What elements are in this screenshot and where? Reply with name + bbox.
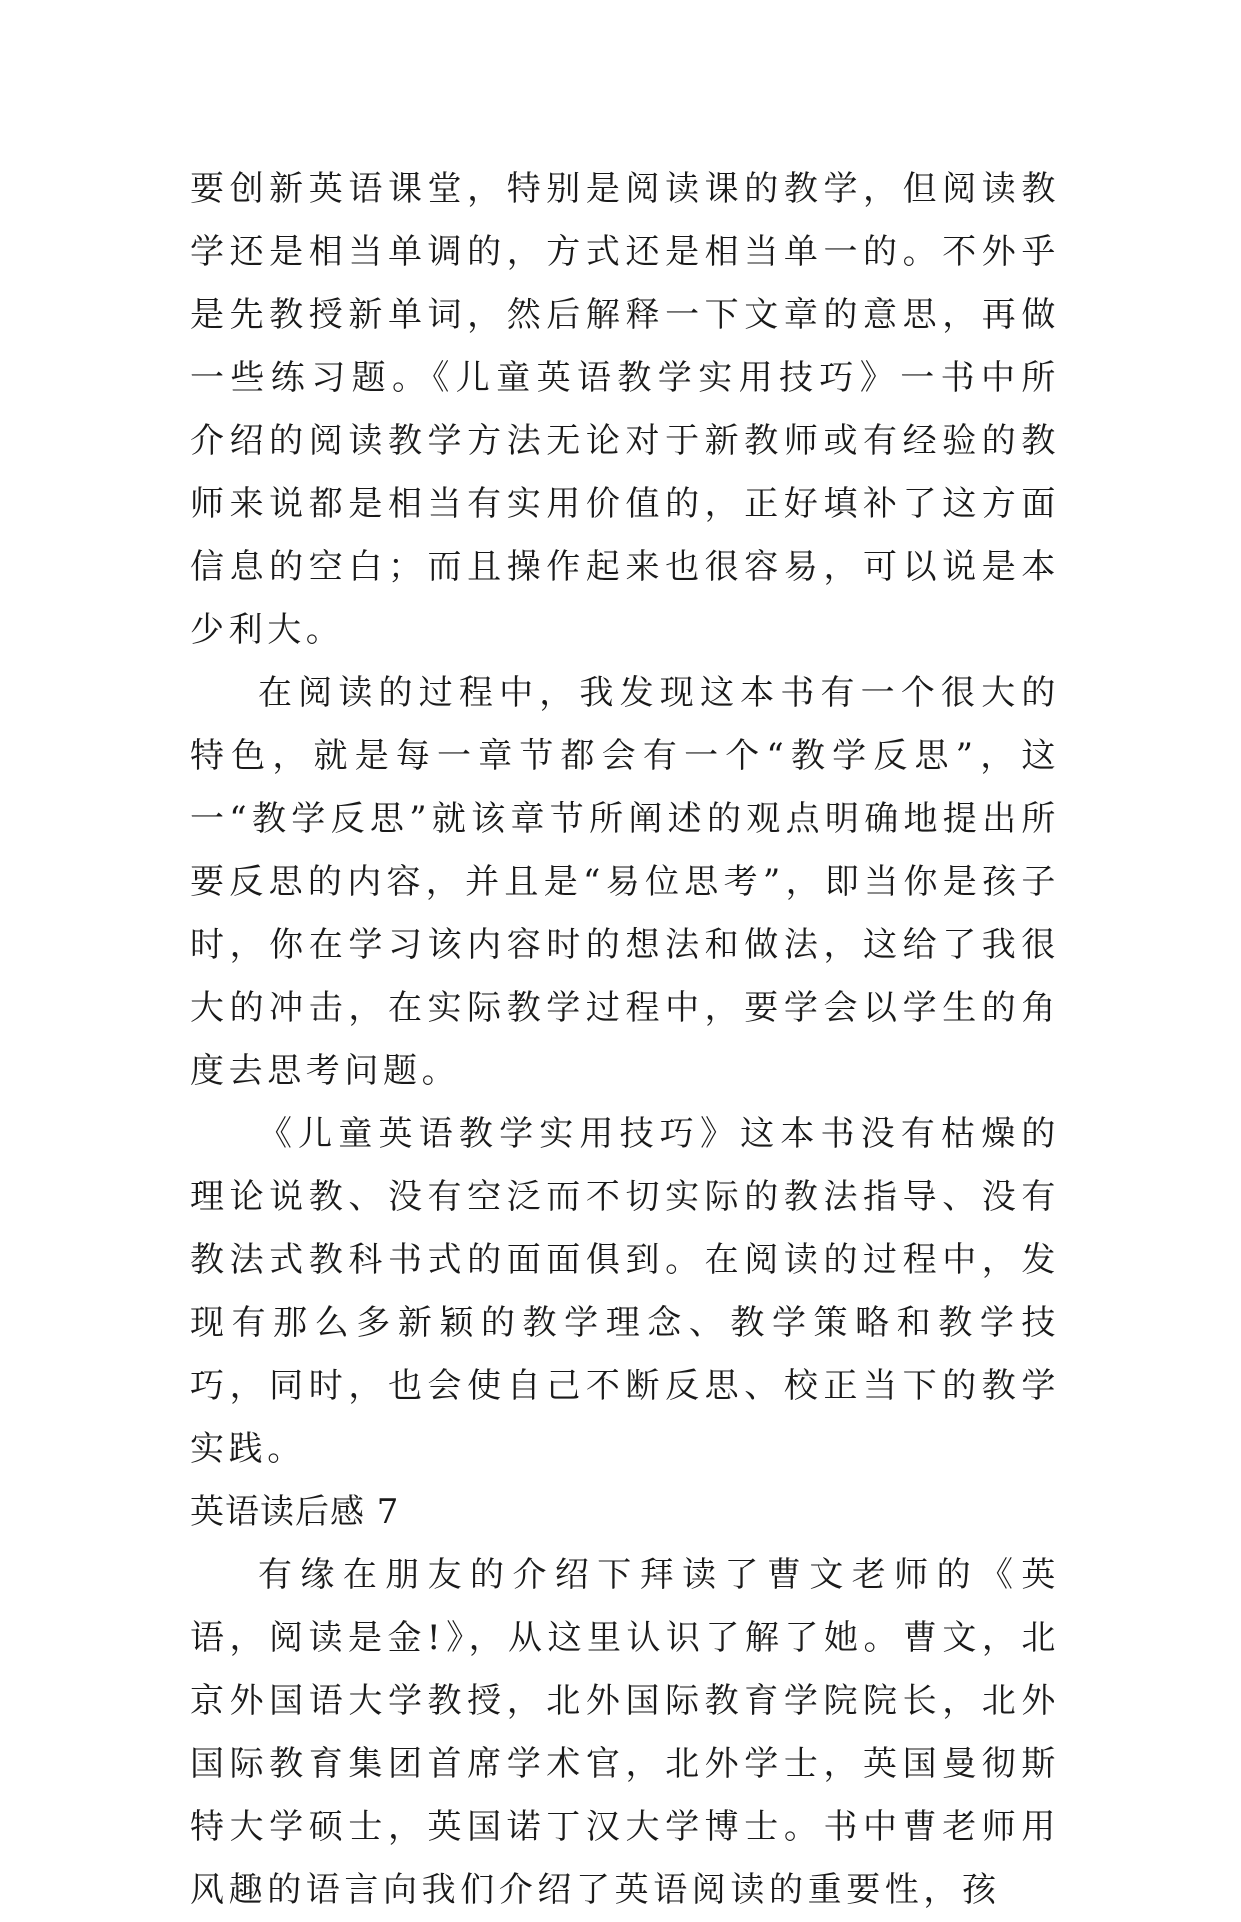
paragraph-continued: 要创新英语课堂，特别是阅读课的教学，但阅读教学还是相当单调的，方式还是相当单一的。不外乎是先教授新单词，然后解释一下文章的意思，再做一些练习题。《儿童英语教学实用技巧》一书中所介绍的阅读教学方法无论对于新教师或有经验的教师来说都是相当有实用价值的，正好填补了这方面信息的空白；而且操作起来也很容易，可以说是本少利大。 (190, 169, 1060, 650)
section-heading: 英语读后感 7 (190, 1492, 400, 1532)
paragraph-book-review: 《儿童英语教学实用技巧》这本书没有枯燥的理论说教、没有空泛而不切实际的教法指导、没有教法式教科书式的面面俱到。在阅读的过程中，发现有那么多新颖的教学理念、教学策略和教学技巧，同时，也会使自己不断反思、校正当下的教学实践。 (190, 1114, 1060, 1469)
paragraph-section-intro: 有缘在朋友的介绍下拜读了曹文老师的《英语，阅读是金!》，从这里认识了解了她。曹文，北京外国语大学教授，北外国际教育学院院长，北外国际教育集团首席学术官，北外学士，英国曼彻斯特大学硕士，英国诺丁汉大学博士。书中曹老师用风趣的语言向我们介绍了英语阅读的重要性，孩 (190, 1555, 1060, 1910)
paragraph-reflection: 在阅读的过程中，我发现这本书有一个很大的特色，就是每一章节都会有一个“教学反思”，这一“教学反思”就该章节所阐述的观点明确地提出所要反思的内容，并且是“易位思考”，即当你是孩子时，你在学习该内容时的想法和做法，这给了我很大的冲击，在实际教学过程中，要学会以学生的角度去思考问题。 (190, 673, 1060, 1091)
document-body (190, 158, 1060, 1922)
